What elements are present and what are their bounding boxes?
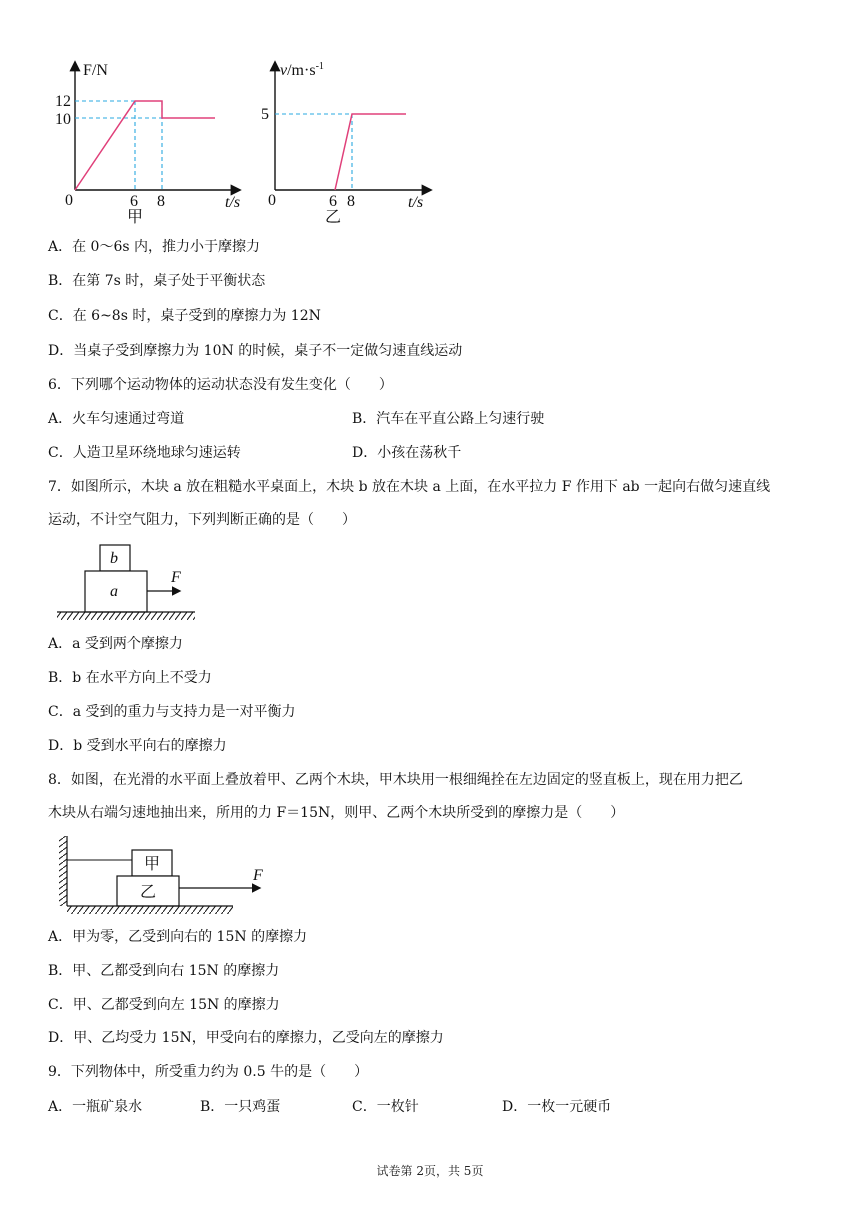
q6-option-b: B．汽车在平直公路上匀速行驶 bbox=[352, 411, 545, 427]
q8-option-d: D．甲、乙均受力 15N，甲受向右的摩擦力，乙受向左的摩擦力 bbox=[48, 1030, 444, 1046]
q9-option-b: B．一只鸡蛋 bbox=[200, 1099, 281, 1115]
q9-option-c: C．一枚针 bbox=[352, 1099, 419, 1115]
q6-option-c: C．人造卫星环绕地球匀速运转 bbox=[48, 445, 241, 461]
q8-stem-line1: 8．如图，在光滑的水平面上叠放着甲、乙两个木块，甲木块用一根细绳拴在左边固定的竖直板上，现在用力把乙 bbox=[48, 772, 743, 788]
q8-option-c: C．甲、乙都受到向左 15N 的摩擦力 bbox=[48, 997, 280, 1013]
q8-option-b: B．甲、乙都受到向右 15N 的摩擦力 bbox=[48, 963, 280, 979]
q8-block-yi-label: 乙 bbox=[140, 884, 157, 901]
page-footer: 试卷第 2页，共 5页 bbox=[376, 1164, 484, 1178]
q5-option-a: A．在 0～6s 内，推力小于摩擦力 bbox=[48, 239, 261, 255]
q7-block-a-label: a bbox=[110, 583, 118, 600]
q8-stem-line2: 木块从右端匀速地抽出来，所用的力 F＝15N，则甲、乙两个木块所受到的摩擦力是（ ） bbox=[48, 805, 625, 821]
jia-tick-12: 12 bbox=[55, 93, 71, 110]
q5-option-c: C．在 6~8s 时，桌子受到的摩擦力为 12N bbox=[48, 308, 321, 324]
q6-option-a: A．火车匀速通过弯道 bbox=[48, 411, 185, 427]
yi-caption: 乙 bbox=[325, 209, 342, 225]
q8-figure-blocks bbox=[55, 832, 270, 917]
q7-force-label: F bbox=[171, 569, 181, 586]
graph-velocity-time bbox=[258, 55, 438, 225]
yi-tick-6: 6 bbox=[329, 193, 337, 210]
jia-y-axis-label: F/N bbox=[83, 62, 108, 79]
q9-option-a: A．一瓶矿泉水 bbox=[48, 1099, 143, 1115]
yi-origin: 0 bbox=[268, 192, 276, 209]
jia-tick-8: 8 bbox=[157, 193, 165, 210]
q8-block-jia-label: 甲 bbox=[144, 856, 161, 873]
q7-option-c: C．a 受到的重力与支持力是一对平衡力 bbox=[48, 704, 296, 720]
q8-force-label: F bbox=[253, 867, 263, 884]
yi-y-axis-label: $v/m\cdot s^{-1}$ bbox=[280, 61, 324, 79]
jia-tick-10: 10 bbox=[55, 111, 71, 128]
q8-option-a: A．甲为零，乙受到向右的 15N 的摩擦力 bbox=[48, 929, 308, 945]
q7-option-a: A．a 受到两个摩擦力 bbox=[48, 636, 183, 652]
yi-x-axis-label: t/s bbox=[408, 194, 424, 211]
q9-option-d: D．一枚一元硬币 bbox=[502, 1099, 612, 1115]
q6-option-d: D．小孩在荡秋千 bbox=[352, 445, 462, 461]
q7-figure-blocks bbox=[55, 540, 200, 625]
jia-tick-6: 6 bbox=[130, 193, 138, 210]
q5-option-b: B．在第 7s 时，桌子处于平衡状态 bbox=[48, 273, 266, 289]
graph-force-time bbox=[55, 55, 245, 225]
q6-stem: 6．下列哪个运动物体的运动状态没有发生变化（ ） bbox=[48, 377, 393, 393]
q7-block-b-label: b bbox=[110, 550, 118, 567]
jia-origin: 0 bbox=[65, 192, 73, 209]
yi-tick-5: 5 bbox=[261, 106, 269, 123]
q9-stem: 9．下列物体中，所受重力约为 0.5 牛的是（ ） bbox=[48, 1064, 369, 1080]
q7-option-b: B．b 在水平方向上不受力 bbox=[48, 670, 212, 686]
yi-tick-8: 8 bbox=[347, 193, 355, 210]
q7-stem-line1: 7．如图所示，木块 a 放在粗糙水平桌面上，木块 b 放在木块 a 上面，在水平拉力 F 作用下 ab 一起向右做匀速直线 bbox=[48, 479, 771, 495]
jia-caption: 甲 bbox=[127, 209, 144, 225]
q5-option-d: D．当桌子受到摩擦力为 10N 的时候，桌子不一定做匀速直线运动 bbox=[48, 343, 463, 359]
q7-option-d: D．b 受到水平向右的摩擦力 bbox=[48, 738, 227, 754]
q7-stem-line2: 运动，不计空气阻力，下列判断正确的是（ ） bbox=[48, 512, 356, 528]
jia-x-axis-label: t/s bbox=[225, 194, 241, 211]
